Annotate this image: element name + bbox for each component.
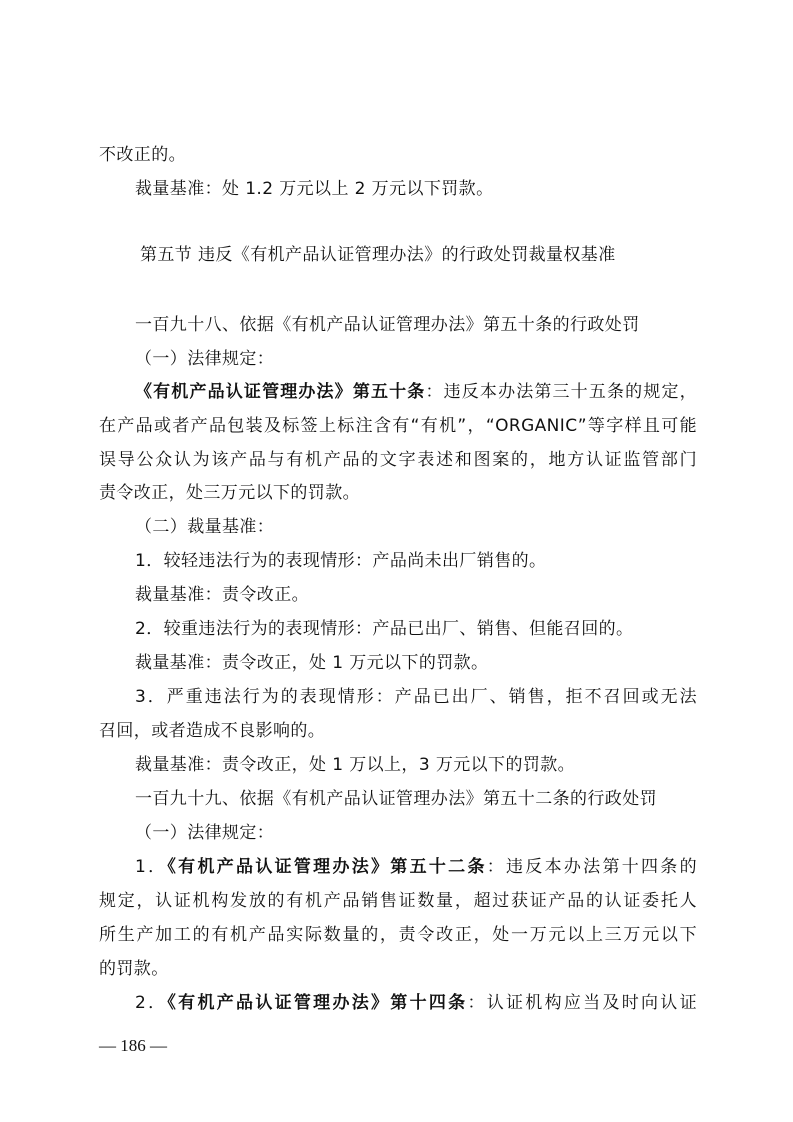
- page-number: — 186 —: [99, 1036, 167, 1055]
- paragraph-line: 所生产加工的有机产品实际数量的，责令改正，处一万元以上三万元以下: [99, 925, 697, 945]
- paragraph-line: 误导公众认为该产品与有机产品的文字表述和图案的，地方认证监管部门: [99, 450, 697, 470]
- paragraph-line: 召回，或者造成不良影响的。: [99, 721, 326, 741]
- article-heading: 一百九十九、依据《有机产品认证管理办法》第五十二条的行政处罚: [135, 789, 657, 809]
- paragraph-line: 不改正的。: [99, 145, 186, 165]
- paragraph-line: [135, 380, 697, 404]
- paragraph-line: [135, 855, 697, 879]
- law-citation: 《有机产品认证管理办法》第五十条: [135, 382, 426, 402]
- paragraph-line: 裁量基准：责令改正。: [135, 585, 309, 605]
- article-heading: 一百九十八、依据《有机产品认证管理办法》第五十条的行政处罚: [135, 315, 640, 335]
- paragraph-line: 2．较重违法行为的表现情形：产品已出厂、销售、但能召回的。: [135, 619, 634, 639]
- paragraph-text: ：认证机构应当及时向认证: [467, 993, 697, 1013]
- paragraph-line: 的罚款。: [99, 959, 169, 979]
- subsection-heading: （二）裁量基准：: [135, 517, 275, 537]
- paragraph-line: 1．较轻违法行为的表现情形：产品尚未出厂销售的。: [135, 551, 547, 571]
- paragraph-line: 裁量基准：责令改正，处 1 万元以下的罚款。: [135, 653, 489, 673]
- paragraph-line: 责令改正，处三万元以下的罚款。: [99, 483, 360, 503]
- paragraph-text: ：违反本办法第十四条的: [486, 857, 697, 877]
- paragraph-line: 裁量基准：处 1.2 万元以上 2 万元以下罚款。: [135, 179, 494, 199]
- section-heading: 第五节 违反《有机产品认证管理办法》的行政处罚裁量权基准: [140, 245, 616, 265]
- paragraph-line: 裁量基准：责令改正，处 1 万以上，3 万元以下的罚款。: [135, 755, 576, 775]
- law-citation: 《有机产品认证管理办法》第十四条: [167, 993, 468, 1013]
- subsection-heading: （一）法律规定：: [135, 823, 275, 843]
- subsection-heading: （一）法律规定：: [135, 349, 275, 369]
- paragraph-text: ：违反本办法第三十五条的规定，: [425, 382, 697, 402]
- item-number: 2．: [135, 993, 168, 1013]
- item-number: 1．: [135, 857, 168, 877]
- paragraph-line: 规定，认证机构发放的有机产品销售证数量，超过获证产品的认证委托人: [99, 891, 697, 911]
- law-citation: 《有机产品认证管理办法》第五十二条: [167, 857, 487, 877]
- paragraph-line: 在产品或者产品包装及标签上标注含有“有机”，“ORGANIC”等字样且可能: [99, 416, 697, 436]
- paragraph-line: [135, 991, 697, 1015]
- paragraph-line: 3．严重违法行为的表现情形：产品已出厂、销售，拒不召回或无法: [135, 687, 697, 707]
